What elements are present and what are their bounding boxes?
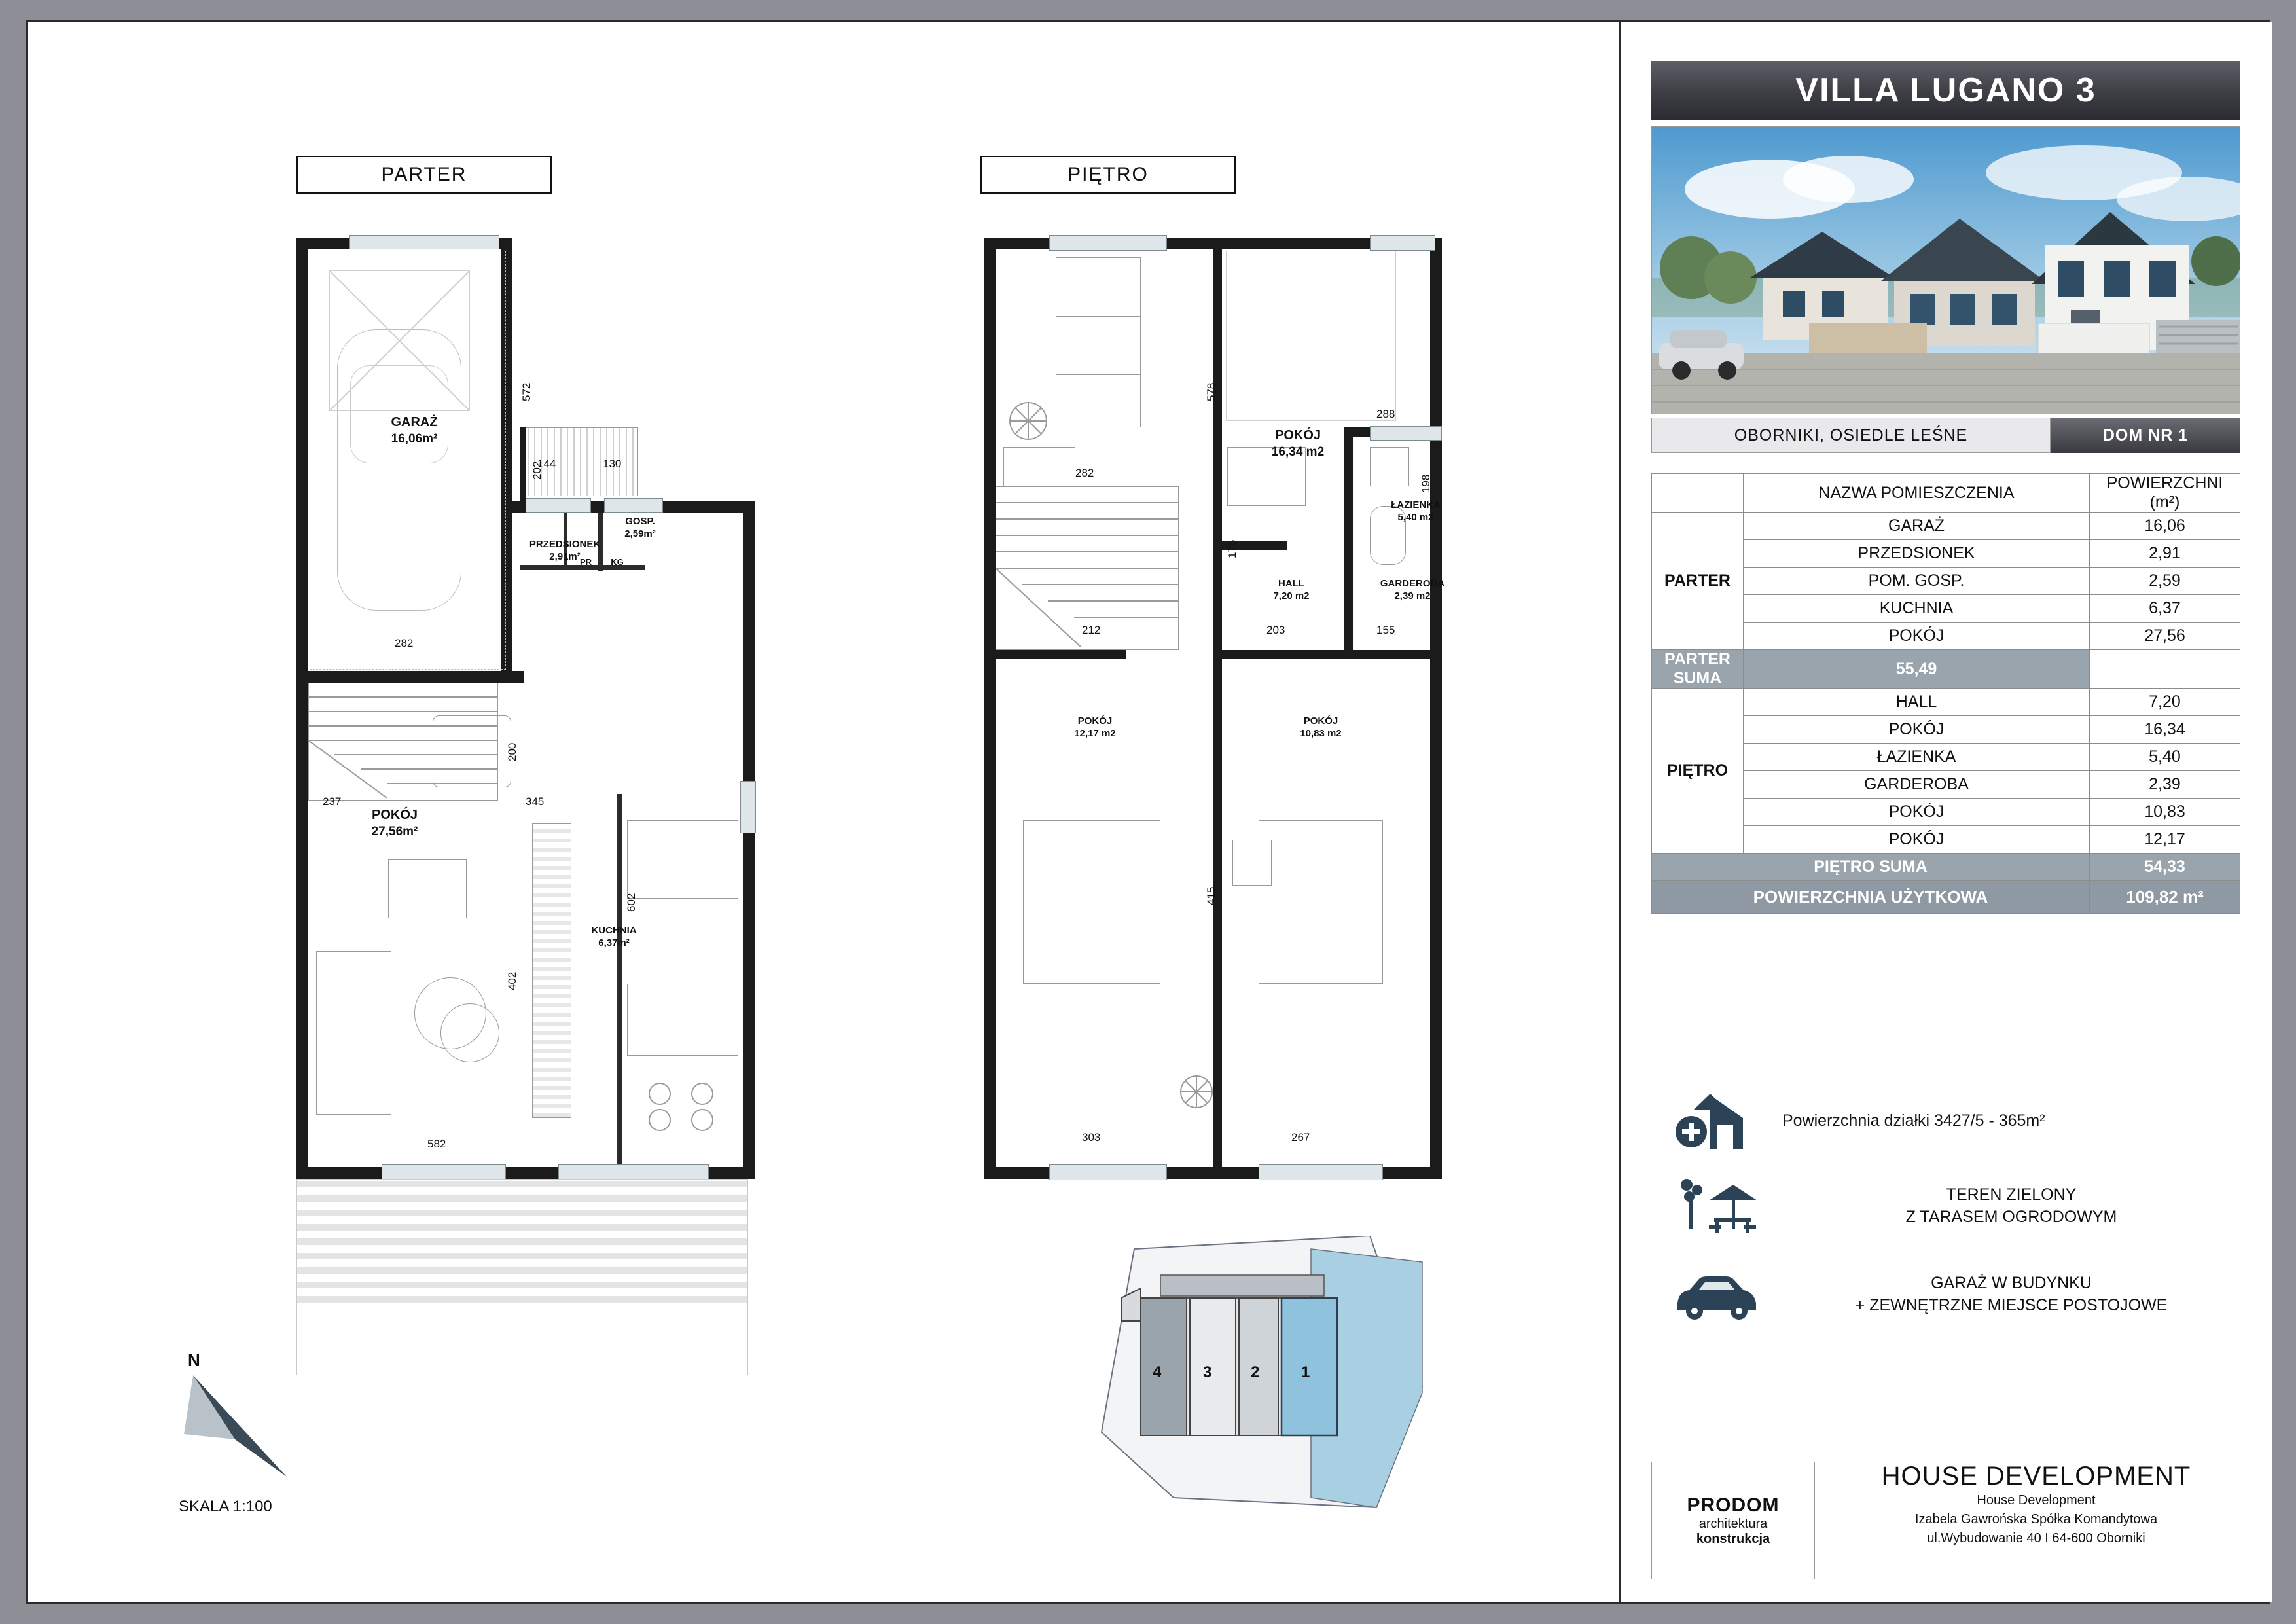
- table-row: POKÓJ 27,56: [1652, 623, 2240, 650]
- floor-label-pietro: PIĘTRO: [1652, 689, 1744, 854]
- location-bar: [1651, 418, 2240, 453]
- areas-table: [1651, 473, 2240, 914]
- dim-282-ground: 282: [395, 637, 414, 649]
- dim-415: 415: [1205, 886, 1217, 905]
- room-garderoba: GARDEROBA 2,39 m2: [1380, 578, 1445, 602]
- label-ground-floor: [296, 156, 552, 194]
- developer-address-2: Izabela Gawrońska Spółka Komandytowa: [1914, 1512, 2158, 1526]
- upper-floor-plan: [977, 231, 1514, 1187]
- dim-303: 303: [1082, 1131, 1101, 1144]
- feature-garage-text: GARAŻ W BUDYNKU + ZEWNĘTRZNE MIEJSCE POSTOJOWE: [1855, 1274, 2168, 1314]
- room-przedsionek-name: PRZEDSIONEK: [529, 539, 601, 550]
- table-row: GARDEROBA 2,39: [1652, 771, 2240, 799]
- label-upper-floor: [980, 156, 1236, 194]
- site-unit-3: 3: [1203, 1363, 1212, 1381]
- building-render: [1651, 126, 2240, 414]
- logo-line-2: architektura: [1698, 1517, 1768, 1531]
- room-garaz: [362, 414, 467, 447]
- header-room-name: NAZWA POMIESZCZENIA: [1744, 474, 2090, 513]
- dim-402: 402: [506, 971, 518, 990]
- floor-label-parter: PARTER: [1652, 513, 1744, 650]
- room-hall: HALL 7,20 m2: [1273, 578, 1310, 602]
- project-title: [1651, 61, 2240, 120]
- compass-north-label: N: [188, 1350, 200, 1370]
- room-pokoj-ground-area: 27,56m²: [371, 825, 418, 839]
- plans-area: [28, 22, 1619, 1602]
- ground-floor-plan: [290, 231, 827, 1187]
- garden-terrace-icon: [1651, 1170, 1782, 1242]
- tag-pr: PR: [579, 557, 592, 567]
- developer-address-1: House Development: [1977, 1493, 2096, 1507]
- plant2-icon: [1174, 1069, 1219, 1115]
- table-total: POWIERZCHNIA UŻYTKOWA 109,82 m²: [1652, 881, 2240, 914]
- areas-table-header: [1652, 474, 2240, 513]
- info-panel: [1621, 22, 2272, 1602]
- site-key-map: [1095, 1236, 1435, 1511]
- dim-212: 212: [1082, 624, 1101, 636]
- site-unit-4: 4: [1153, 1363, 1162, 1381]
- room-gosp-name: GOSP.: [625, 516, 655, 527]
- dim-237: 237: [323, 795, 342, 808]
- site-plot-shape: [1095, 1236, 1435, 1511]
- header-blank: [1652, 474, 1744, 513]
- dim-578: 578: [1205, 382, 1217, 401]
- logo-line-3: konstrukcja: [1696, 1532, 1770, 1546]
- table-row: ŁAZIENKA 5,40: [1652, 744, 2240, 771]
- room-kuchnia: [558, 925, 670, 950]
- garage-door-swing-icon: [329, 270, 470, 411]
- house-plus-icon: [1651, 1089, 1782, 1154]
- room-pokoj-upper-2: POKÓJ 12,17 m2: [1074, 715, 1116, 739]
- table-row: POM. GOSP. 2,59: [1652, 568, 2240, 595]
- plant-icon: [1002, 395, 1054, 447]
- dim-572: 572: [520, 382, 533, 401]
- room-pokoj-ground-name: POKÓJ: [371, 808, 418, 822]
- table-row: PIĘTRO HALL 7,20: [1652, 689, 2240, 716]
- table-row: POKÓJ 12,17: [1652, 826, 2240, 854]
- dim-345: 345: [526, 795, 545, 808]
- room-lazienka: ŁAZIENKA 5,40 m2: [1391, 499, 1441, 523]
- label-upper-floor-text: PIĘTRO: [1067, 164, 1149, 185]
- room-pokoj-ground: [329, 807, 460, 840]
- table-row: PARTER GARAŻ 16,06: [1652, 513, 2240, 540]
- room-garaz-area: 16,06m²: [391, 432, 438, 446]
- dim-582: 582: [427, 1138, 446, 1150]
- dim-175: 175: [1226, 539, 1238, 558]
- developer-name: HOUSE DEVELOPMENT: [1881, 1462, 2191, 1490]
- room-garaz-name: GARAŻ: [391, 415, 438, 429]
- feature-plot-text: Powierzchnia działki 3427/5 - 365m²: [1782, 1111, 2045, 1130]
- table-sum-pietro: PIĘTRO SUMA 54,33: [1652, 854, 2240, 881]
- building-render-illustration: [1652, 127, 2240, 414]
- tag-kg: KG: [611, 557, 624, 567]
- compass: [179, 1350, 323, 1488]
- table-row: KUCHNIA 6,37: [1652, 595, 2240, 623]
- developer-address-3: ul.Wybudowanie 40 I 64-600 Oborniki: [1927, 1531, 2145, 1545]
- site-unit-2: 2: [1251, 1363, 1260, 1381]
- room-pokoj-upper-3: POKÓJ 10,83 m2: [1300, 715, 1342, 739]
- logo-line-1: PRODOM: [1687, 1494, 1780, 1516]
- room-przedsionek-area: 2,91m²: [549, 550, 581, 562]
- dim-282-upper: 282: [1075, 467, 1094, 479]
- dim-200: 200: [506, 742, 518, 761]
- feature-garage: [1651, 1259, 2240, 1331]
- developer-info: [1815, 1462, 2240, 1579]
- room-gosp: [598, 516, 683, 541]
- room-kuchnia-area: 6,37m²: [598, 937, 630, 948]
- dim-202: 202: [531, 461, 543, 480]
- table-row: POKÓJ 16,34: [1652, 716, 2240, 744]
- room-gosp-area: 2,59m²: [624, 528, 656, 539]
- dim-288: 288: [1376, 408, 1395, 420]
- dim-198: 198: [1420, 474, 1432, 493]
- car-icon: [1651, 1265, 1782, 1324]
- table-row: POKÓJ 10,83: [1652, 799, 2240, 826]
- drawing-sheet: [26, 20, 2270, 1604]
- compass-needle-icon: [179, 1369, 323, 1500]
- feature-green-area: [1651, 1170, 2240, 1242]
- feature-plot-area: [1651, 1085, 2240, 1157]
- project-title-text: VILLA LUGANO 3: [1795, 71, 2096, 109]
- header-area: POWIERZCHNI (m²): [2090, 474, 2240, 513]
- dim-130: 130: [603, 458, 622, 470]
- dim-203: 203: [1266, 624, 1285, 636]
- table-row: PRZEDSIONEK 2,91: [1652, 540, 2240, 568]
- table-sum-parter: PARTER SUMA 55,49: [1652, 650, 2240, 689]
- dim-144: 144: [537, 458, 556, 470]
- dim-155: 155: [1376, 624, 1395, 636]
- label-ground-floor-text: PARTER: [381, 164, 467, 185]
- location-text: OBORNIKI, OSIEDLE LEŚNE: [1651, 418, 2051, 453]
- feature-green-text: TEREN ZIELONY Z TARASEM OGRODOWYM: [1905, 1185, 2117, 1226]
- architect-logo: [1651, 1462, 1815, 1579]
- room-kuchnia-name: KUCHNIA: [591, 925, 637, 936]
- dim-267: 267: [1291, 1131, 1310, 1144]
- scale-label: SKALA 1:100: [179, 1498, 272, 1515]
- site-unit-1: 1: [1301, 1363, 1310, 1381]
- dim-602: 602: [625, 893, 637, 912]
- footer: [1651, 1462, 2240, 1579]
- stove-icon: [637, 1075, 735, 1134]
- house-number-badge: DOM NR 1: [2051, 418, 2240, 453]
- room-pokoj-upper-1: POKÓJ 16,34 m2: [1271, 428, 1325, 459]
